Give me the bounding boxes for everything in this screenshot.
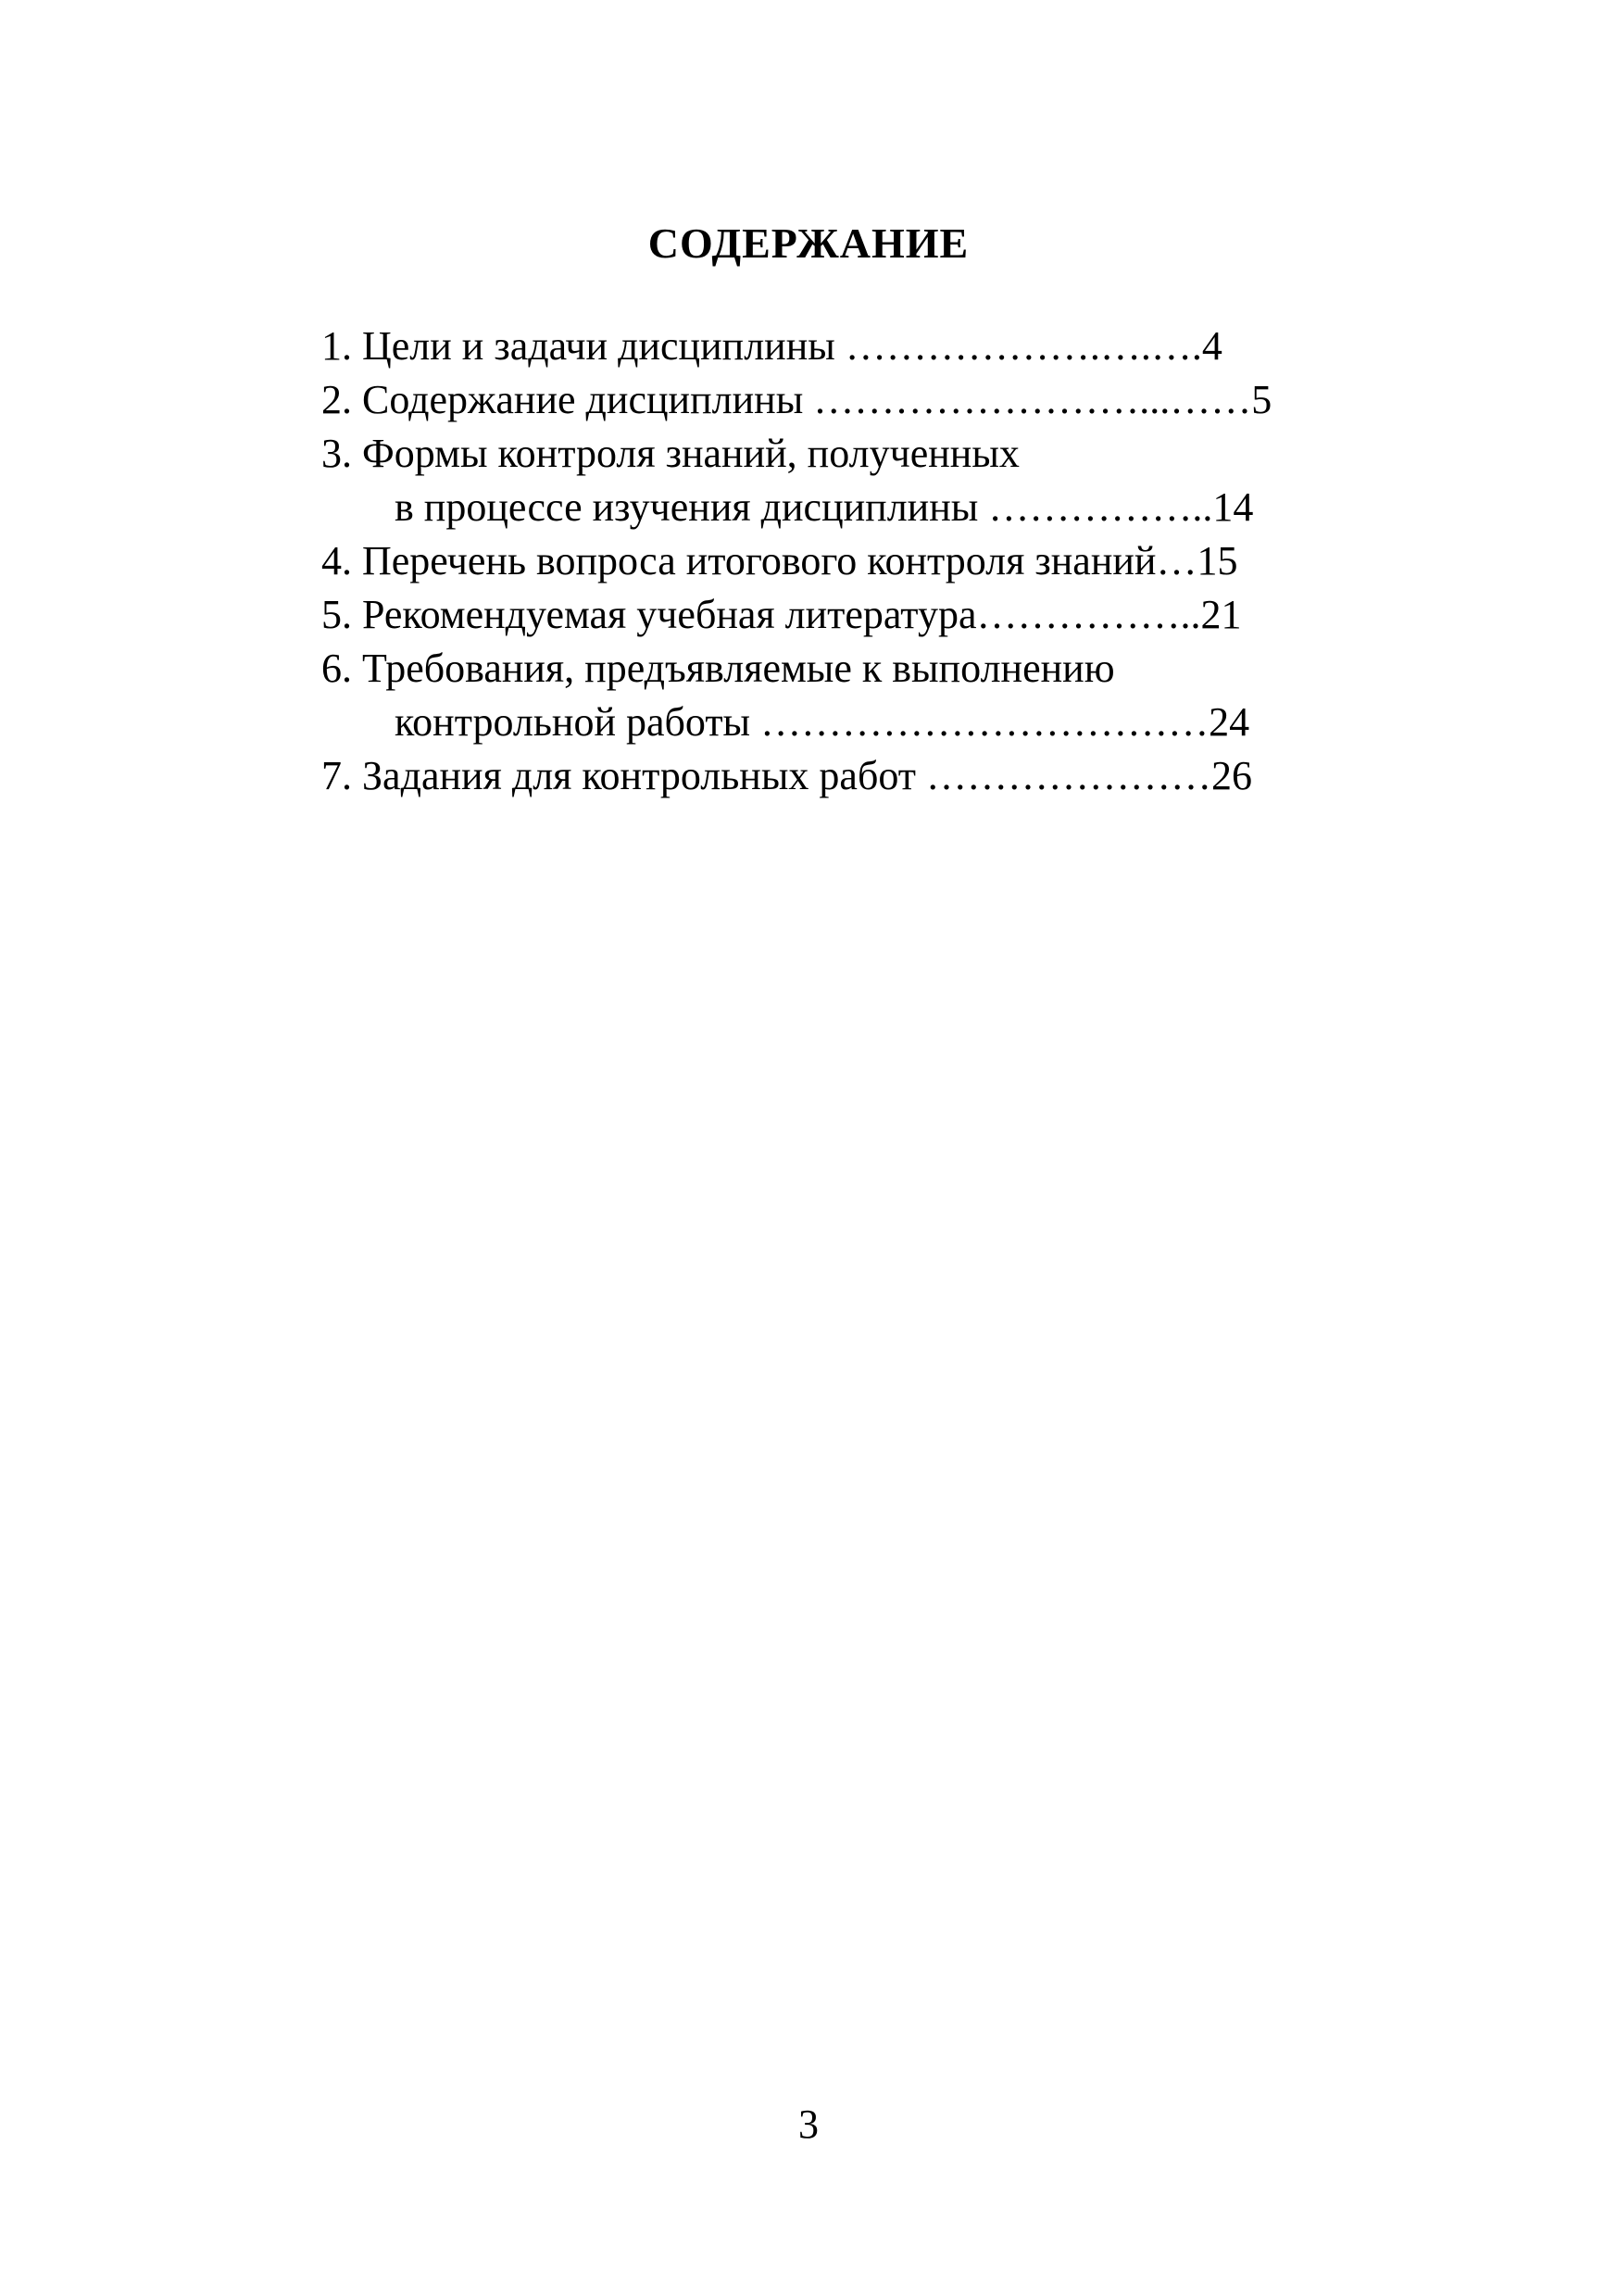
toc-entry-7: 7. Задания для контрольных работ …………………26 [321, 753, 1252, 798]
toc-entry-1: 1. Цели и задачи дисциплины ……………….….….4 [321, 323, 1222, 369]
toc-entry-3-continuation: в процессе изучения дисциплины ……………..14 [395, 484, 1254, 530]
toc-entry-6-continuation: контрольной работы ……………………………24 [395, 699, 1250, 745]
toc-entry-6: 6. Требования, предъявляемые к выполнению [321, 646, 1115, 691]
toc-entry-5: 5. Рекомендуемая учебная литература……………..21 [321, 592, 1242, 637]
toc-entry-3: 3. Формы контроля знаний, полученных [321, 431, 1020, 476]
page-number: 3 [798, 2102, 819, 2147]
table-of-contents [321, 320, 1396, 803]
toc-entry-2: 2. Содержание дисциплины ……………………...……5 [321, 377, 1272, 422]
page-title: СОДЕРЖАНИЕ [647, 220, 970, 267]
toc-entry-4: 4. Перечень вопроса итогового контроля знаний…15 [321, 538, 1238, 583]
